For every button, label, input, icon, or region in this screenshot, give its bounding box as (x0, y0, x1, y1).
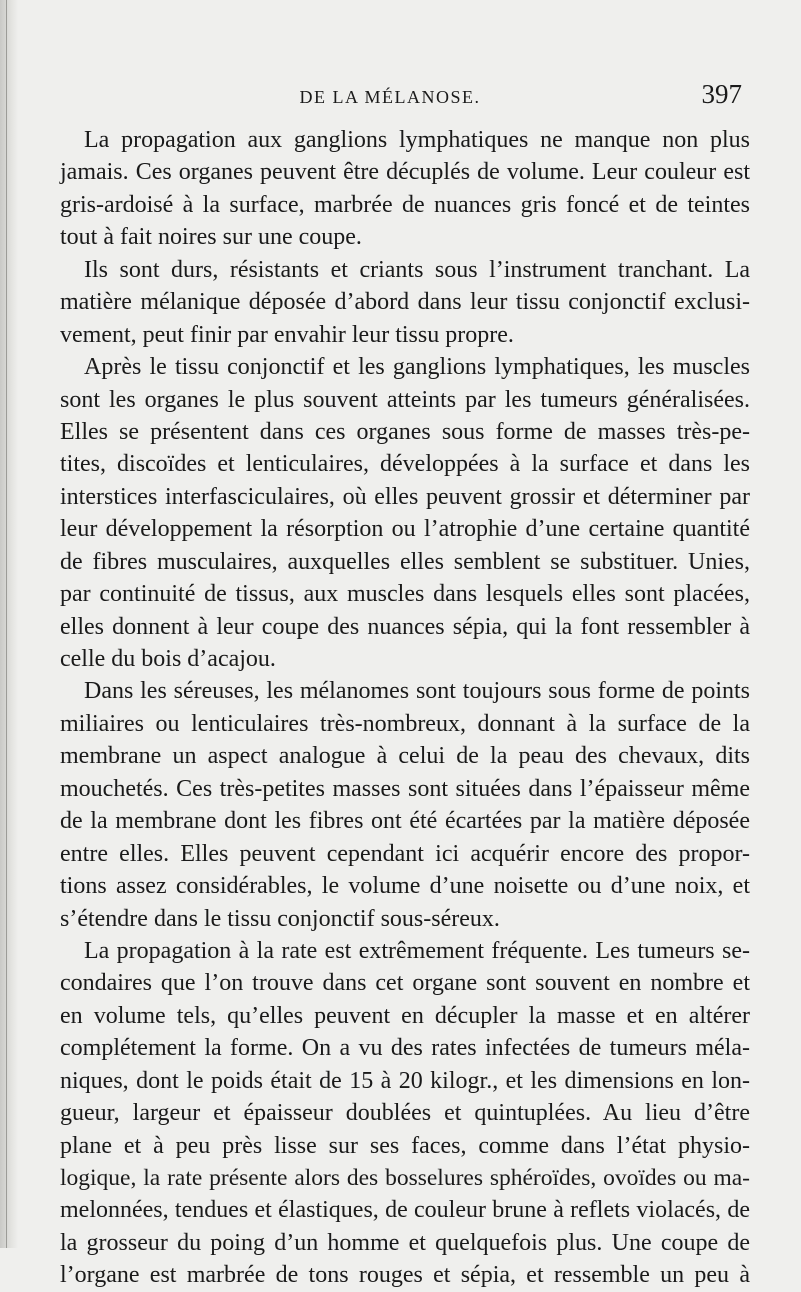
text-line: s’étendre dans le tissu conjonctif sous-séreux. (60, 905, 500, 932)
text-line: sont les organes le plus souvent atteints par les tumeurs généralisées. (60, 386, 750, 413)
text-line: Elles se présentent dans ces organes sous forme de masses très-pe- (60, 418, 750, 445)
text-line: celle du bois d’acajou. (60, 646, 276, 672)
text-line: complétement la forme. On a vu des rates infectées de tumeurs méla- (60, 1035, 750, 1062)
text-line: La propagation à la rate est extrêmement fréquente. Les tumeurs se- (84, 937, 750, 964)
running-title: DE LA MÉLANOSE. (299, 87, 481, 107)
text-line: Ils sont durs, résistants et criants sous l’instrument tranchant. La (84, 256, 750, 283)
text-line: elles donnent à leur coupe des nuances sépia, qui la font ressembler à (60, 613, 750, 640)
text-line: La propagation aux ganglions lymphatiques ne manque non plus (84, 127, 750, 153)
text-line: en volume tels, qu’elles peuvent en décupler la masse et en altérer (60, 1002, 750, 1029)
text-line: de la membrane dont les fibres ont été écartées par la matière déposée (60, 808, 750, 835)
text-line: niques, dont le poids était de 15 à 20 kilogr., et les dimensions en lon- (60, 1067, 750, 1094)
body-text (60, 124, 750, 1292)
text-line: leur développement la résorption ou l’atrophie d’une certaine quantité (60, 516, 750, 543)
text-line: condaires que l’on trouve dans cet organe sont souvent en nombre et (60, 970, 750, 997)
text-line: plane et à peu près lisse sur ses faces, comme dans l’état physio- (60, 1132, 750, 1159)
text-line: par continuité de tissus, aux muscles dans lesquels elles sont placées, (60, 581, 750, 608)
text-line: melonnées, tendues et élastiques, de couleur brune à reflets violacés, de (60, 1197, 750, 1224)
text-line: vement, peut finir par envahir leur tissu propre. (60, 321, 514, 348)
page-number: 397 (701, 79, 742, 109)
text-line: gris-ardoisé à la surface, marbrée de nuances gris foncé et de teintes (60, 191, 750, 218)
text-line: Dans les séreuses, les mélanomes sont toujours sous forme de points (84, 678, 750, 705)
text-line: Après le tissu conjonctif et les ganglions lymphatiques, les muscles (84, 354, 750, 381)
text-line: gueur, largeur et épaisseur doublées et quintuplées. Au lieu d’être (60, 1100, 750, 1127)
running-head (60, 79, 760, 113)
text-line: logique, la rate présente alors des bosselures sphéroïdes, ovoïdes ou ma- (60, 1165, 750, 1191)
text-line: de fibres musculaires, auxquelles elles semblent se substituer. Unies, (60, 548, 750, 575)
text-line: l’organe est marbrée de tons rouges et sépia, et ressemble un peu à (60, 1262, 750, 1289)
text-line: membrane un aspect analogue à celui de la peau des chevaux, dits (60, 743, 750, 770)
text-line: tions assez considérables, le volume d’une noisette ou d’une noix, et (60, 873, 750, 900)
page-binding-edge (0, 0, 18, 1248)
text-line: jamais. Ces organes peuvent être décuplés de volume. Leur couleur est (60, 159, 750, 186)
text-line: miliaires ou lenticulaires très-nombreux, donnant à la surface de la (60, 710, 750, 737)
text-line: entre elles. Elles peuvent cependant ici acquérir encore des propor- (60, 840, 750, 867)
text-line: tites, discoïdes et lenticulaires, développées à la surface et dans les (60, 451, 750, 478)
text-line: tout à fait noires sur une coupe. (60, 224, 362, 251)
text-line: mouchetés. Ces très-petites masses sont situées dans l’épaisseur même (60, 775, 750, 802)
text-line: matière mélanique déposée d’abord dans leur tissu conjonctif exclusi- (60, 289, 750, 316)
text-line: la grosseur du poing d’un homme et quelquefois plus. Une coupe de (60, 1229, 750, 1256)
text-line: interstices interfasciculaires, où elles peuvent grossir et déterminer par (60, 483, 750, 510)
